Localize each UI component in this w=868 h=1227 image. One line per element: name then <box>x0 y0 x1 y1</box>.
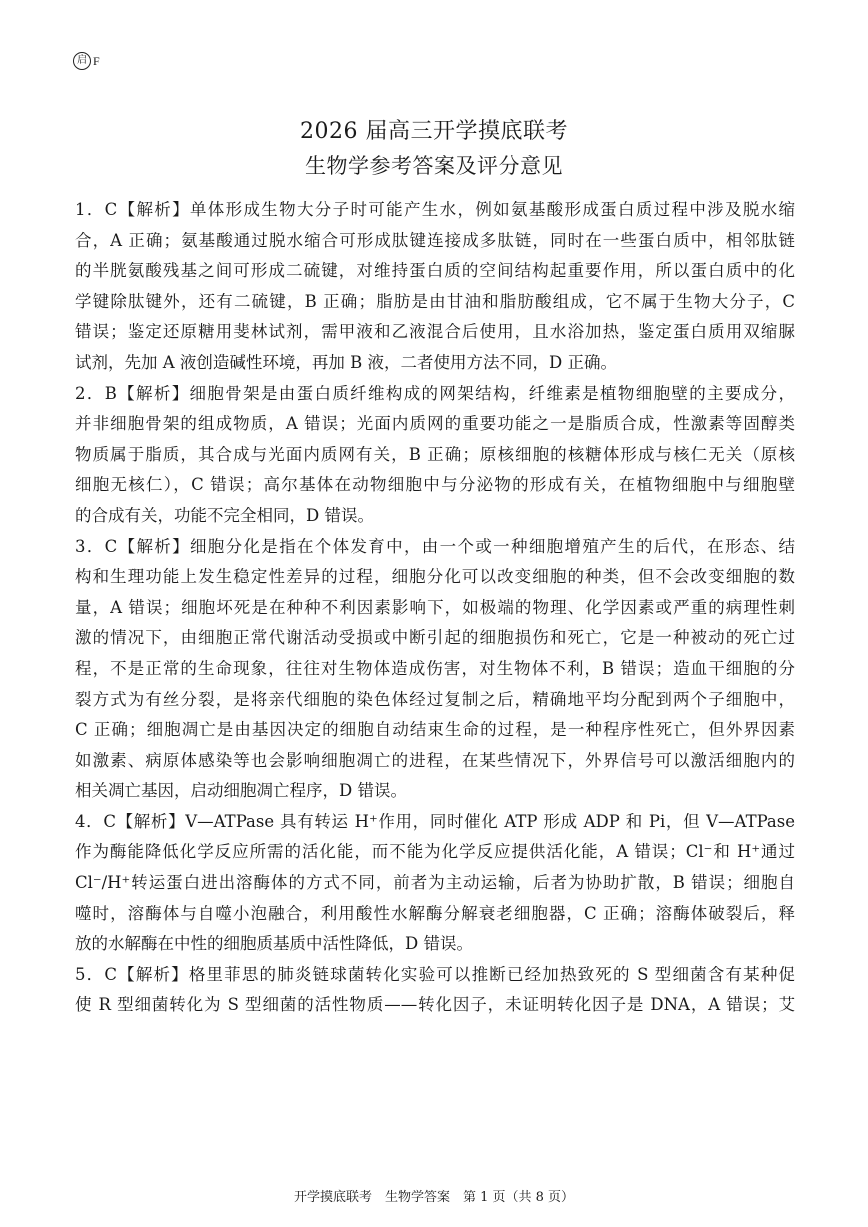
corner-mark <box>73 52 100 70</box>
answer-line: 4．C【解析】V—ATPase 具有转运 H⁺作用，同时催化 ATP 形成 ADP 和 Pi，但 V—ATPase <box>75 811 795 831</box>
answer-item <box>75 532 795 807</box>
answer-line: 量，A 错误；细胞坏死是在种种不利因素影响下，如极端的物理、化学因素或严重的病理性刺 <box>75 597 795 617</box>
answer-line: 使 R 型细菌转化为 S 型细菌的活性物质——转化因子，未证明转化因子是 DNA，A 错误；艾 <box>75 995 795 1015</box>
answer-item <box>75 807 795 960</box>
page-title: 2026 届高三开学摸底联考 <box>300 119 568 144</box>
answer-line: 合，A 正确；氨基酸通过脱水缩合可形成肽键连接成多肽链，同时在一些蛋白质中，相邻肽链 <box>75 230 795 250</box>
answer-line: 2．B【解析】细胞骨架是由蛋白质纤维构成的网架结构，纤维素是植物细胞壁的主要成分， <box>75 383 795 403</box>
corner-letter: F <box>93 53 100 68</box>
answer-line: 构和生理功能上发生稳定性差异的过程，细胞分化可以改变细胞的种类，但不会改变细胞的数 <box>75 567 795 587</box>
answer-line: 1．C【解析】单体形成生物大分子时可能产生水，例如氨基酸形成蛋白质过程中涉及脱水缩 <box>75 200 795 219</box>
answer-line: 裂方式为有丝分裂，是将亲代细胞的染色体经过复制之后，精确地平均分配到两个子细胞中， <box>75 689 795 709</box>
answer-line: 5．C【解析】格里菲思的肺炎链球菌转化实验可以推断已经加热致死的 S 型细菌含有某种促 <box>75 964 795 984</box>
answer-line: 细胞无核仁），C 错误；高尔基体在动物细胞中与分泌物的形成有关，在植物细胞中与细胞壁 <box>75 475 795 495</box>
answer-line: 程，不是正常的生命现象，往往对生物体造成伤害，对生物体不利，B 错误；造血干细胞的分 <box>75 658 795 678</box>
page-footer: 开学摸底联考 生物学答案 第 1 页（共 8 页） <box>293 1190 575 1205</box>
answer-line: 并非细胞骨架的组成物质，A 错误；光面内质网的重要功能之一是脂质合成，性激素等固醇类 <box>75 414 795 434</box>
answer-list <box>75 195 795 1021</box>
answer-item <box>75 195 795 379</box>
answer-line: 相关凋亡基因，启动细胞凋亡程序，D 错误。 <box>75 781 407 801</box>
answer-line: 的合成有关，功能不完全相同，D 错误。 <box>75 505 374 525</box>
answer-line: 如激素、病原体感染等也会影响细胞凋亡的进程，在某些情况下，外界信号可以激活细胞内的 <box>75 750 795 770</box>
answer-line: Cl⁻/H⁺转运蛋白进出溶酶体的方式不同，前者为主动运输，后者为协助扩散，B 错误；细胞自 <box>75 873 795 893</box>
answer-line: 物质属于脂质，其合成与光面内质网有关，B 正确；原核细胞的核糖体形成与核仁无关（原核 <box>75 444 795 464</box>
answer-item <box>75 960 795 1021</box>
answer-line: 错误；鉴定还原糖用斐林试剂，需甲液和乙液混合后使用，且水浴加热，鉴定蛋白质用双缩脲 <box>75 322 795 342</box>
page-subtitle: 生物学参考答案及评分意见 <box>305 154 563 178</box>
answer-line: 学键除肽键外，还有二硫键，B 正确；脂肪是由甘油和脂肪酸组成，它不属于生物大分子，C <box>75 291 795 311</box>
answer-line: 作为酶能降低化学反应所需的活化能，而不能为化学反应提供活化能，A 错误；Cl⁻和 H⁺通过 <box>75 842 795 862</box>
answer-line: 激的情况下，由细胞正常代谢活动受损或中断引起的细胞损伤和死亡，它是一种被动的死亡过 <box>75 628 795 648</box>
answer-line: C 正确；细胞凋亡是由基因决定的细胞自动结束生命的过程，是一种程序性死亡，但外界因素 <box>75 720 795 740</box>
answer-line: 放的水解酶在中性的细胞质基质中活性降低，D 错误。 <box>75 934 473 954</box>
answer-line: 3．C【解析】细胞分化是指在个体发育中，由一个或一种细胞增殖产生的后代，在形态、结 <box>75 536 795 556</box>
answer-line: 的半胱氨酸残基之间可形成二硫键，对维持蛋白质的空间结构起重要作用，所以蛋白质中的化 <box>75 261 795 281</box>
answer-line: 噬时，溶酶体与自噬小泡融合，利用酸性水解酶分解衰老细胞器，C 正确；溶酶体破裂后，释 <box>75 903 795 923</box>
answer-item <box>75 379 795 532</box>
answer-line: 试剂，先加 A 液创造碱性环境，再加 B 液，二者使用方法不同，D 正确。 <box>75 352 617 372</box>
circled-char-icon: 启 <box>73 52 91 70</box>
